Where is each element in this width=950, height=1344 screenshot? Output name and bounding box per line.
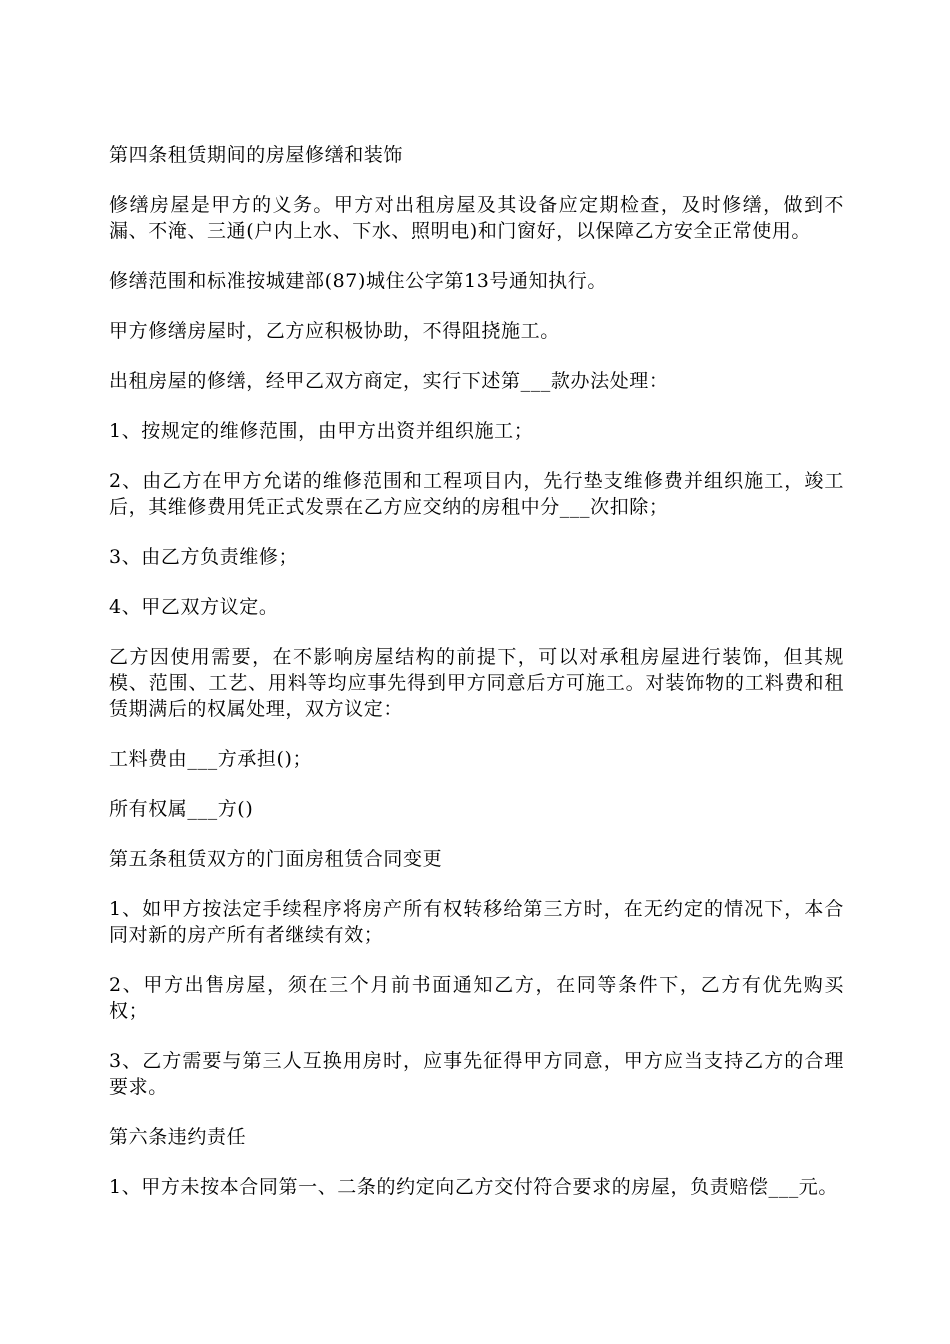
paragraph-material-cost: 工料费由___方承担()；	[109, 748, 313, 770]
document-body	[109, 142, 844, 1224]
paragraph-decoration: 乙方因使用需要，在不影响房屋结构的前提下，可以对承租房屋进行装饰，但其规模、范围、工艺、用料等均应事先得到甲方同意后方可施工。对装饰物的工料费和租赁期满后的权属处理，双方议定：	[109, 646, 844, 720]
list-item-method-3: 3、由乙方负责维修；	[109, 546, 299, 568]
paragraph-repair-duty: 修缮房屋是甲方的义务。甲方对出租房屋及其设备应定期检查，及时修缮，做到不漏、不淹、三通(户内上水、下水、照明电)和门窗好，以保障乙方安全正常使用。	[109, 194, 844, 242]
list-item-change-2: 2、甲方出售房屋，须在三个月前书面通知乙方，在同等条件下，乙方有优先购买权；	[109, 974, 844, 1022]
list-item-method-2: 2、由乙方在甲方允诺的维修范围和工程项目内，先行垫支维修费并组织施工，竣工后，其维修费用凭正式发票在乙方应交纳的房租中分___次扣除；	[109, 470, 844, 518]
paragraph-tenant-assist: 甲方修缮房屋时，乙方应积极协助，不得阻挠施工。	[109, 320, 560, 342]
section-heading-article-4: 第四条租赁期间的房屋修缮和装饰	[109, 144, 404, 166]
paragraph-repair-standard: 修缮范围和标准按城建部(87)城住公字第13号通知执行。	[109, 270, 607, 292]
section-heading-article-5: 第五条租赁双方的门面房租赁合同变更	[109, 848, 443, 870]
list-item-method-1: 1、按规定的维修范围，由甲方出资并组织施工；	[109, 420, 534, 442]
paragraph-repair-method: 出租房屋的修缮，经甲乙双方商定，实行下述第___款办法处理：	[109, 370, 669, 392]
list-item-method-4: 4、甲乙双方议定。	[109, 596, 279, 618]
list-item-change-1: 1、如甲方按法定手续程序将房产所有权转移给第三方时，在无约定的情况下，本合同对新的房产所有者继续有效；	[109, 898, 844, 946]
list-item-change-3: 3、乙方需要与第三人互换用房时，应事先征得甲方同意，甲方应当支持乙方的合理要求。	[109, 1050, 844, 1098]
section-heading-article-6: 第六条违约责任	[109, 1126, 247, 1148]
paragraph-ownership: 所有权属___方()	[109, 798, 254, 820]
list-item-liability-1: 1、甲方未按本合同第一、二条的约定向乙方交付符合要求的房屋，负责赔偿___元。	[109, 1176, 838, 1198]
